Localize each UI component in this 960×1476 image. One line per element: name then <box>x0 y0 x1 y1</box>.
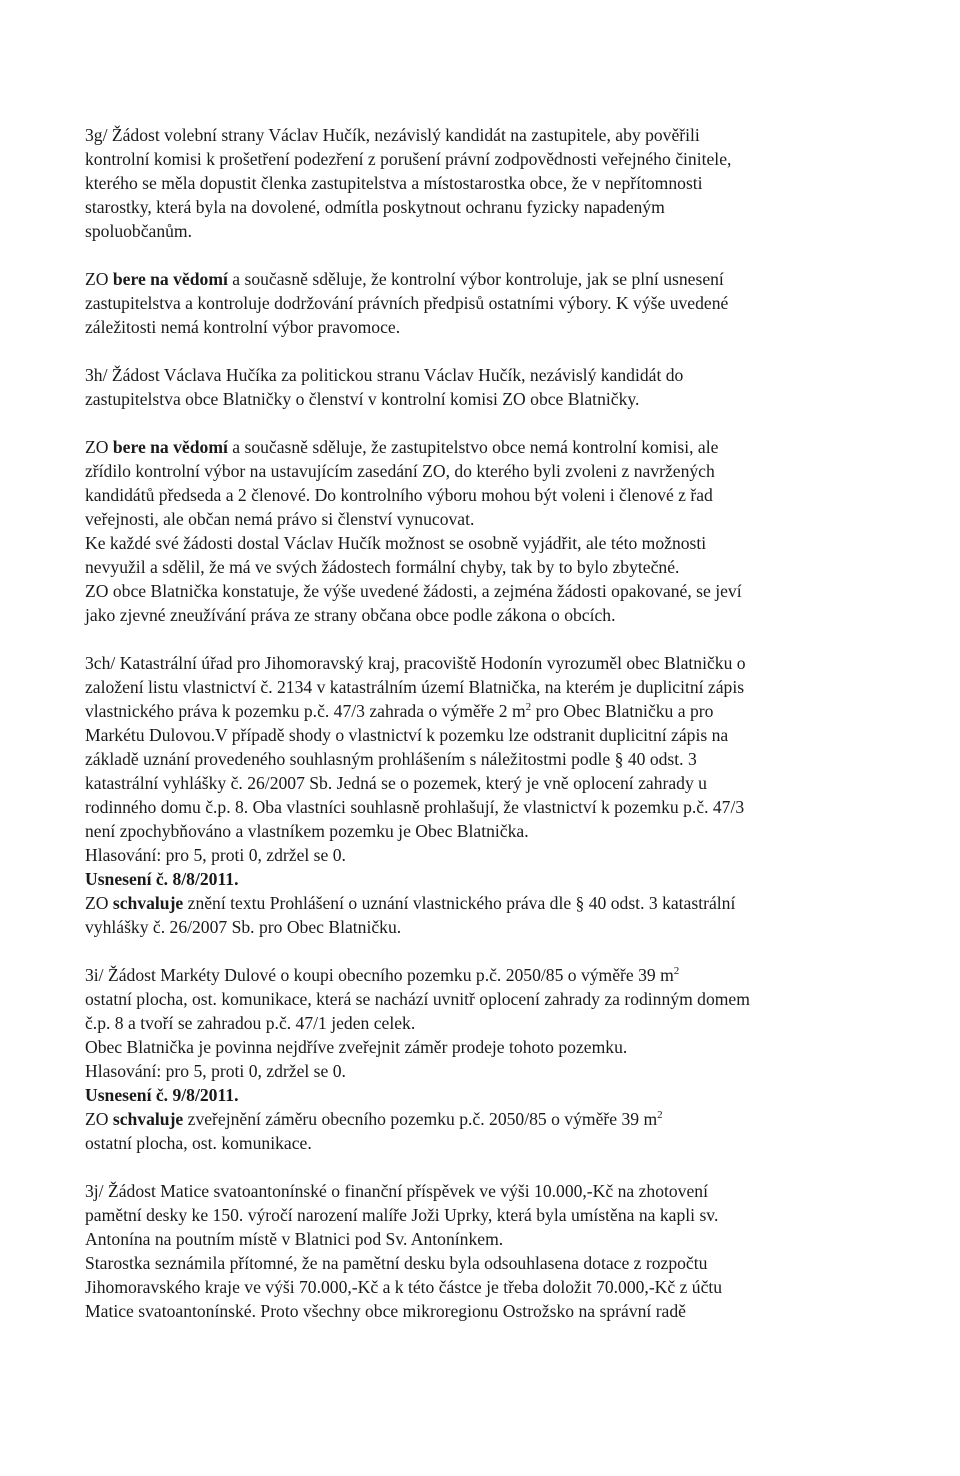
text-line <box>85 363 890 387</box>
text-line <box>85 603 890 627</box>
paragraph-gap <box>85 1155 890 1179</box>
text-line <box>85 1131 890 1155</box>
text-run: zastupitelstva a kontroluje dodržování právních předpisů ostatními výbory. K výše uvedené <box>85 293 729 313</box>
text-line <box>85 1011 890 1035</box>
text-line <box>85 315 890 339</box>
bold-text: bere na vědomí <box>112 269 228 289</box>
text-run: ZO <box>85 269 113 289</box>
bold-text: schvaluje <box>112 1109 184 1129</box>
text-line <box>85 435 890 459</box>
text-run: Markétu Dulovou.V případě shody o vlastnictví k pozemku lze odstranit duplicitní zápis na <box>85 725 729 745</box>
text-line <box>85 195 890 219</box>
text-run: Hlasování: pro 5, proti 0, zdržel se 0. <box>85 1061 346 1081</box>
paragraph-p1 <box>85 123 890 243</box>
text-line <box>85 1203 890 1227</box>
text-run: vlastnického práva k pozemku p.č. 47/3 zahrada o výměře 2 m <box>85 701 526 721</box>
text-line <box>85 531 890 555</box>
text-run: katastrální vyhlášky č. 26/2007 Sb. Jedná se o pozemek, který je vně oplocení zahrady u <box>85 773 707 793</box>
text-run: ZO <box>85 893 113 913</box>
text-run: kontrolní komisi k prošetření podezření z porušení právní zodpovědnosti veřejného činitele, <box>85 149 732 169</box>
text-line <box>85 795 890 819</box>
text-run: č.p. 8 a tvoří se zahradou p.č. 47/1 jeden celek. <box>85 1013 416 1033</box>
superscript: 2 <box>657 1109 663 1121</box>
text-run: 3j/ Žádost Matice svatoantonínské o finanční příspěvek ve výši 10.000,-Kč na zhotovení <box>85 1181 708 1201</box>
text-run: kandidátů předseda a 2 členové. Do kontrolního výboru mohou být voleni i členové z řad <box>85 485 713 505</box>
text-run: a současně sděluje, že zastupitelstvo obce nemá kontrolní komisi, ale <box>227 437 719 457</box>
bold-text: bere na vědomí <box>112 437 228 457</box>
text-line <box>85 747 890 771</box>
text-line <box>85 1035 890 1059</box>
text-line <box>85 507 890 531</box>
text-run: ZO <box>85 1109 113 1129</box>
text-run: Matice svatoantonínské. Proto všechny obce mikroregionu Ostrožsko na správní radě <box>85 1301 686 1321</box>
superscript: 2 <box>525 701 532 713</box>
text-line <box>85 1299 890 1323</box>
text-line <box>85 147 890 171</box>
paragraph-p5 <box>85 651 890 939</box>
text-line <box>85 483 890 507</box>
text-line <box>85 267 890 291</box>
paragraph-p7 <box>85 1179 890 1323</box>
text-run: jako zjevné zneužívání práva ze strany občana obce podle zákona o obcích. <box>85 605 616 625</box>
text-run: 3ch/ Katastrální úřad pro Jihomoravský kraj, pracoviště Hodonín vyrozuměl obec Blatničku o <box>85 653 746 673</box>
text-line <box>85 987 890 1011</box>
text-line <box>85 1059 890 1083</box>
paragraph-gap <box>85 339 890 363</box>
text-run: veřejnosti, ale občan nemá právo si členství vynucovat. <box>85 509 475 529</box>
text-line <box>85 1107 890 1131</box>
paragraph-gap <box>85 627 890 651</box>
text-run: založení listu vlastnictví č. 2134 v katastrálním území Blatnička, na kterém je duplicitní zápis <box>85 677 745 697</box>
text-run: pamětní desky ke 150. výročí narození malíře Joži Uprky, která byla umístěna na kapli sv. <box>85 1205 719 1225</box>
text-run: starostky, která byla na dovolené, odmítla poskytnout ochranu fyzicky napadeným <box>85 197 665 217</box>
text-line <box>85 675 890 699</box>
document-page <box>85 123 890 1323</box>
text-line <box>85 867 890 891</box>
paragraph-p3 <box>85 363 890 411</box>
text-run: vyhlášky č. 26/2007 Sb. pro Obec Blatničku. <box>85 917 402 937</box>
text-run: základě uznání provedeného souhlasným prohlášením s náležitostmi podle § 40 odst. 3 <box>85 749 697 769</box>
text-run: záležitosti nemá kontrolní výbor pravomoce. <box>85 317 401 337</box>
bold-text: Usnesení č. 8/8/2011. <box>85 869 239 889</box>
text-run: není zpochybňováno a vlastníkem pozemku je Obec Blatnička. <box>85 821 529 841</box>
text-line <box>85 915 890 939</box>
text-line <box>85 843 890 867</box>
paragraph-gap <box>85 411 890 435</box>
text-line <box>85 579 890 603</box>
text-line <box>85 171 890 195</box>
text-run: ZO obce Blatnička konstatuje, že výše uvedené žádosti, a zejména žádosti opakované, se jeví <box>85 581 742 601</box>
text-line <box>85 723 890 747</box>
text-run: zřídilo kontrolní výbor na ustavujícím zasedání ZO, do kterého byli zvoleni z navržených <box>85 461 715 481</box>
paragraph-gap <box>85 243 890 267</box>
text-run: kterého se měla dopustit členka zastupitelstva a místostarostka obce, že v nepřítomnosti <box>85 173 703 193</box>
text-line <box>85 123 890 147</box>
text-line <box>85 387 890 411</box>
text-line <box>85 771 890 795</box>
text-line <box>85 1275 890 1299</box>
paragraph-p4 <box>85 435 890 627</box>
text-run: ostatní plocha, ost. komunikace, která se nachází uvnitř oplocení zahrady za rodinným domem <box>85 989 750 1009</box>
text-run: rodinného domu č.p. 8. Oba vlastníci souhlasně prohlašují, že vlastnictví k pozemku p.č. 47/3 <box>85 797 745 817</box>
text-line <box>85 699 890 723</box>
text-line <box>85 963 890 987</box>
text-run: 3i/ Žádost Markéty Dulové o koupi obecního pozemku p.č. 2050/85 o výměře 39 m <box>85 965 674 985</box>
text-run: Antonína na poutním místě v Blatnici pod Sv. Antonínkem. <box>85 1229 504 1249</box>
bold-text: schvaluje <box>112 893 184 913</box>
text-run: Jihomoravského kraje ve výši 70.000,-Kč a k této částce je třeba doložit 70.000,-Kč z účtu <box>85 1277 723 1297</box>
text-run: Starostka seznámila přítomné, že na pamětní desku byla odsouhlasena dotace z rozpočtu <box>85 1253 708 1273</box>
superscript: 2 <box>673 965 680 977</box>
text-line <box>85 219 890 243</box>
text-run: Obec Blatnička je povinna nejdříve zveřejnit záměr prodeje tohoto pozemku. <box>85 1037 628 1057</box>
text-line <box>85 1083 890 1107</box>
text-line <box>85 555 890 579</box>
text-run: ZO <box>85 437 113 457</box>
text-run: a současně sděluje, že kontrolní výbor kontroluje, jak se plní usnesení <box>227 269 724 289</box>
text-run: 3h/ Žádost Václava Hučíka za politickou stranu Václav Hučík, nezávislý kandidát do <box>85 365 684 385</box>
text-line <box>85 1251 890 1275</box>
text-line <box>85 651 890 675</box>
text-run: ostatní plocha, ost. komunikace. <box>85 1133 312 1153</box>
text-line <box>85 819 890 843</box>
text-run: znění textu Prohlášení o uznání vlastnického práva dle § 40 odst. 3 katastrální <box>183 893 736 913</box>
text-run: pro Obec Blatničku a pro <box>531 701 714 721</box>
text-run: 3g/ Žádost volební strany Václav Hučík, nezávislý kandidát na zastupitele, aby pověřili <box>85 125 700 145</box>
text-run: zveřejnění záměru obecního pozemku p.č. 2050/85 o výměře 39 m <box>183 1109 658 1129</box>
paragraph-p2 <box>85 267 890 339</box>
paragraph-p6 <box>85 963 890 1155</box>
text-run: nevyužil a sdělil, že má ve svých žádostech formální chyby, tak by to bylo zbytečné. <box>85 557 680 577</box>
paragraph-gap <box>85 939 890 963</box>
text-run: Hlasování: pro 5, proti 0, zdržel se 0. <box>85 845 346 865</box>
text-run: zastupitelstva obce Blatničky o členství v kontrolní komisi ZO obce Blatničky. <box>85 389 640 409</box>
text-line <box>85 891 890 915</box>
bold-text: Usnesení č. 9/8/2011. <box>85 1085 239 1105</box>
text-line <box>85 291 890 315</box>
text-line <box>85 1227 890 1251</box>
text-run: spoluobčanům. <box>85 221 193 241</box>
text-run: Ke každé své žádosti dostal Václav Hučík možnost se osobně vyjádřit, ale této možnosti <box>85 533 707 553</box>
text-line <box>85 1179 890 1203</box>
text-line <box>85 459 890 483</box>
